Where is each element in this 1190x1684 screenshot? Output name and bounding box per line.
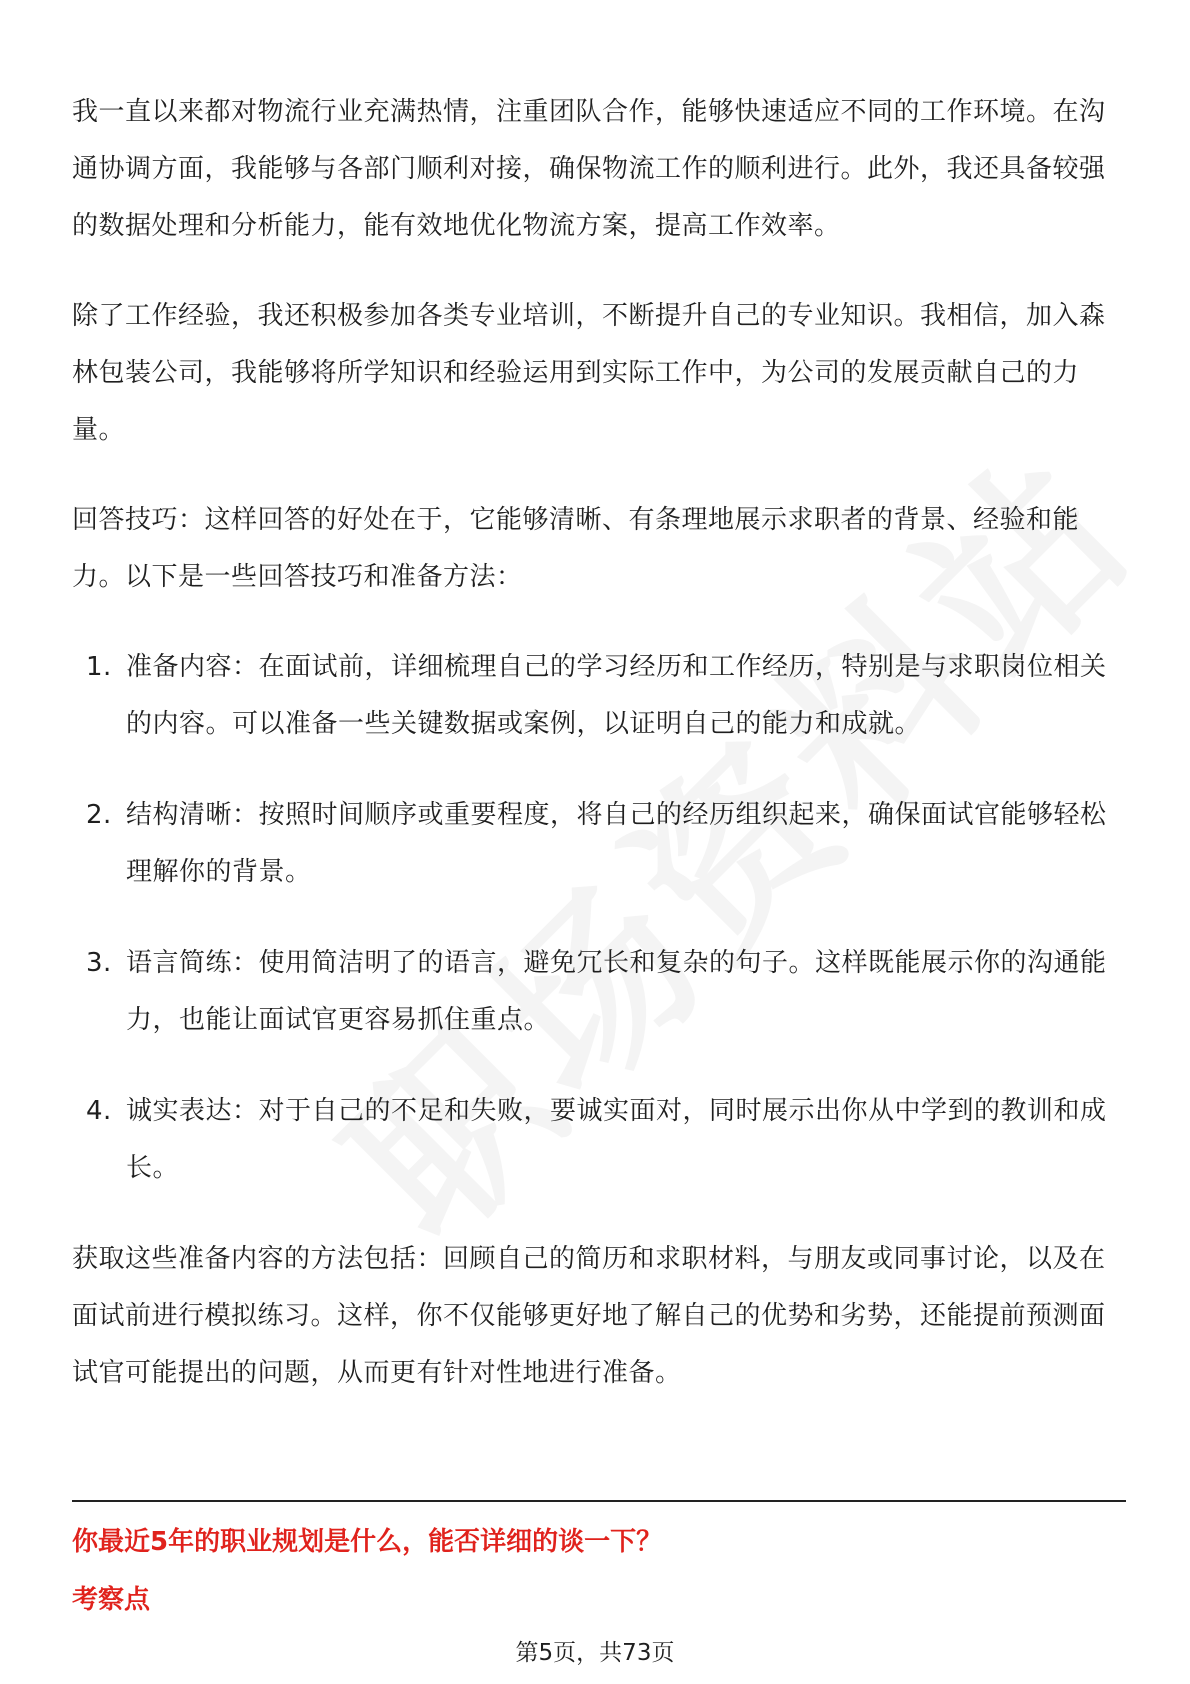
list-item-text: 结构清晰：按照时间顺序或重要程度，将自己的经历组织起来，确保面试官能够轻松理解你的背景。 — [126, 800, 1107, 887]
question-heading: 你最近5年的职业规划是什么，能否详细的谈一下？ — [72, 1527, 663, 1557]
paragraph-preparation-methods: 获取这些准备内容的方法包括：回顾自己的简历和求职材料，与朋友或同事讨论，以及在面试前进行模拟练习。这样，你不仅能够更好地了解自己的优势和劣势，还能提前预测面试官可能提出的问题，从而更有针对性地进行准备。 — [72, 1244, 1106, 1388]
list-item-number: 2. — [86, 800, 112, 830]
tips-list — [72, 639, 1118, 1197]
list-item — [72, 639, 1118, 753]
section-divider — [72, 1500, 1126, 1502]
list-item-text: 语言简练：使用简洁明了的语言，避免冗长和复杂的句子。这样既能展示你的沟通能力，也能让面试官更容易抓住重点。 — [126, 948, 1107, 1035]
list-item-number: 1. — [86, 652, 112, 682]
list-item-text: 诚实表达：对于自己的不足和失败，要诚实面对，同时展示出你从中学到的教训和成长。 — [126, 1096, 1107, 1183]
paragraph-intro: 我一直以来都对物流行业充满热情，注重团队合作，能够快速适应不同的工作环境。在沟通协调方面，我能够与各部门顺利对接，确保物流工作的顺利进行。此外，我还具备较强的数据处理和分析能力，能有效地优化物流方案，提高工作效率。 — [72, 97, 1106, 241]
list-item — [72, 787, 1118, 901]
list-item — [72, 1083, 1118, 1197]
paragraph-tips-intro: 回答技巧：这样回答的好处在于，它能够清晰、有条理地展示求职者的背景、经验和能力。以下是一些回答技巧和准备方法： — [72, 505, 1080, 592]
page-footer: 第5页，共73页 — [515, 1640, 675, 1666]
document-body — [72, 84, 1118, 1435]
section-label: 考察点 — [72, 1585, 151, 1615]
list-item-number: 4. — [86, 1096, 112, 1126]
list-item-number: 3. — [86, 948, 112, 978]
paragraph-training: 除了工作经验，我还积极参加各类专业培训，不断提升自己的专业知识。我相信，加入森林包装公司，我能够将所学知识和经验运用到实际工作中，为公司的发展贡献自己的力量。 — [72, 301, 1106, 445]
list-item-text: 准备内容：在面试前，详细梳理自己的学习经历和工作经历，特别是与求职岗位相关的内容。可以准备一些关键数据或案例，以证明自己的能力和成就。 — [126, 652, 1107, 739]
list-item — [72, 935, 1118, 1049]
